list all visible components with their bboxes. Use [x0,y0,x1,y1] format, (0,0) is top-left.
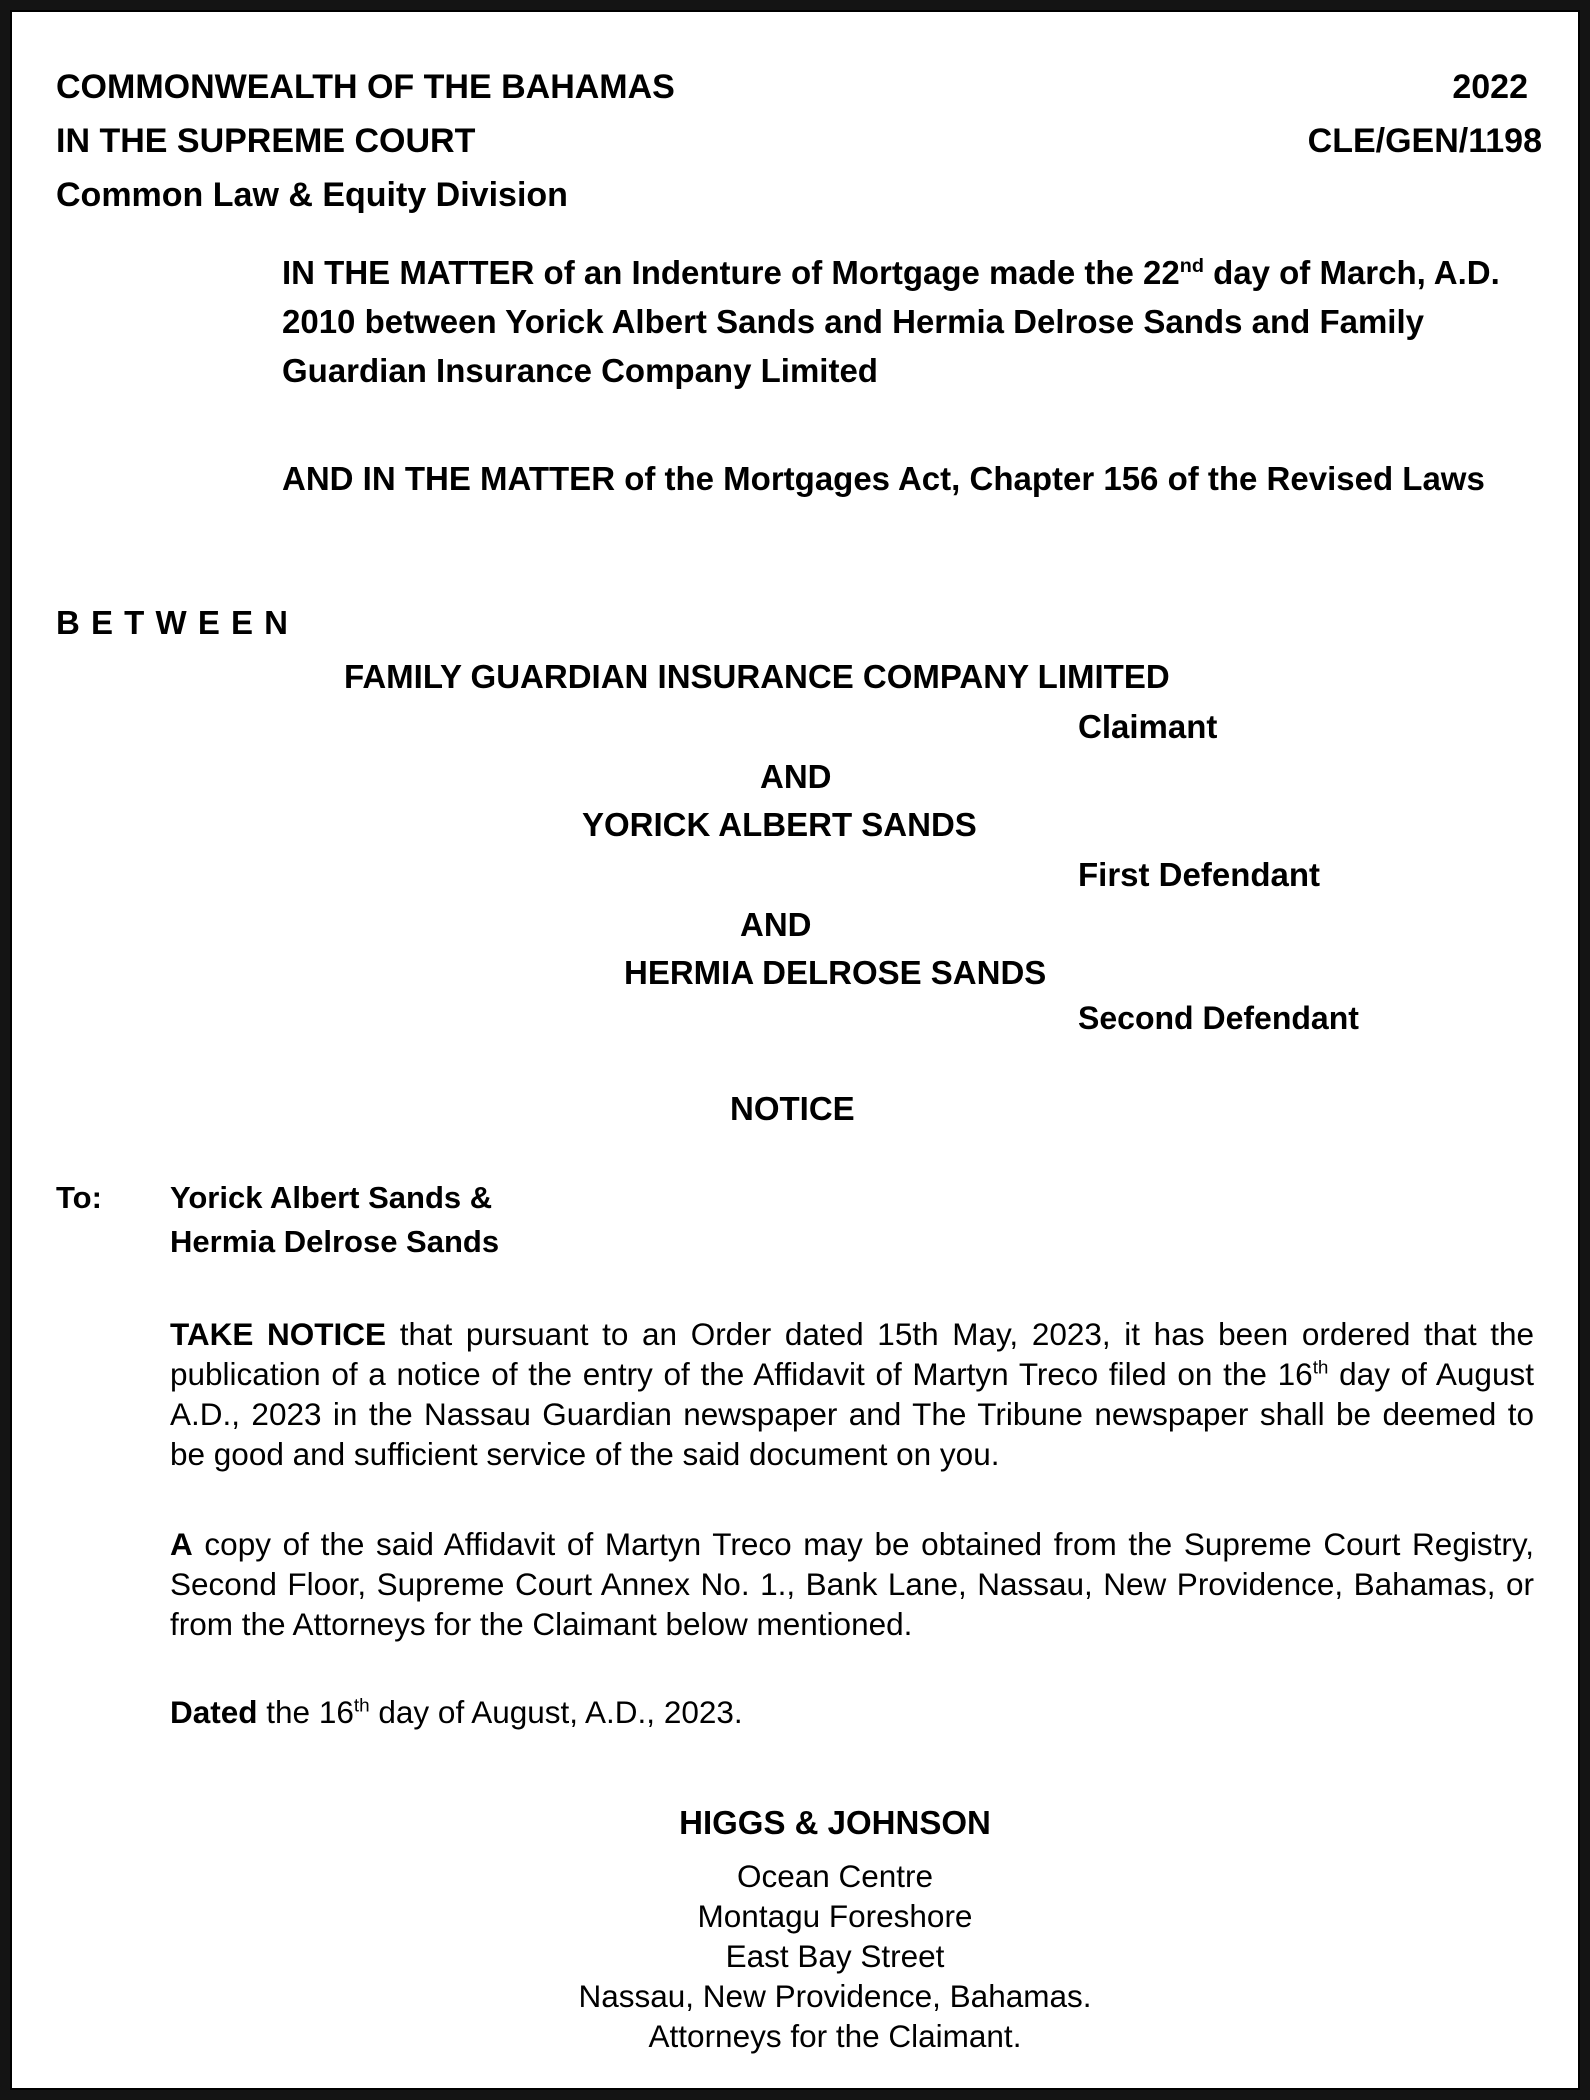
addressee-line-2: Hermia Delrose Sands [170,1224,500,1259]
first-defendant-role: First Defendant [1078,856,1321,893]
matter-mortgage: IN THE MATTER of an Indenture of Mortgage made the 22nd day of March, A.D. 2010 between Yorick Albert Sands and Hermia Delrose Sands and Family Guardian Insurance Company Limited [282,254,1500,389]
and-separator-2: AND [740,906,812,943]
between-label: B E T W E E N [56,604,290,641]
firm-address-line: Ocean Centre [736,1858,934,1894]
division-heading: Common Law & Equity Division [56,176,568,214]
second-defendant-name: HERMIA DELROSE SANDS [624,954,1047,991]
country-heading: COMMONWEALTH OF THE BAHAMAS [56,68,675,106]
firm-address-line: Nassau, New Providence, Bahamas. [578,1978,1092,2014]
court-heading: IN THE SUPREME COURT [56,122,476,160]
case-number: CLE/GEN/1198 [1307,122,1542,160]
matter-mortgages-act: AND IN THE MATTER of the Mortgages Act, Chapter 156 of the Revised Laws [282,460,1485,497]
firm-name: HIGGS & JOHNSON [679,1804,991,1841]
claimant-role: Claimant [1078,708,1218,745]
to-label: To: [56,1180,102,1215]
second-defendant-role: Second Defendant [1078,1000,1359,1036]
first-defendant-name: YORICK ALBERT SANDS [582,806,977,843]
and-separator-1: AND [760,758,832,795]
firm-attorney-note: Attorneys for the Claimant. [648,2018,1022,2054]
dated-line: Dated the 16th day of August, A.D., 2023. [170,1694,743,1730]
firm-address-line: Montagu Foreshore [697,1898,973,1934]
take-notice-paragraph: TAKE NOTICE that pursuant to an Order dated 15th May, 2023, it has been ordered that the publication of a notice of the entry of the Affidavit of Martyn Treco filed on the 16th day of August A.D., 2023 in the Nassau Guardian newspaper and The Tribune newspaper shall be deemed to be good and sufficient service of the said document on you. [170,1316,1534,1472]
copy-availability-paragraph: A copy of the said Affidavit of Martyn Treco may be obtained from the Supreme Court Registry, Second Floor, Supreme Court Annex No. 1., Bank Lane, Nassau, New Providence, Bahamas, or from the Attorneys for the Claimant below mentioned. [170,1526,1534,1642]
notice-page [10,10,1580,2090]
case-year: 2022 [1452,68,1528,106]
firm-address-line: East Bay Street [725,1938,945,1974]
claimant-name: FAMILY GUARDIAN INSURANCE COMPANY LIMITED [344,658,1170,695]
addressee-line-1: Yorick Albert Sands & [170,1180,493,1215]
notice-title: NOTICE [730,1090,855,1127]
